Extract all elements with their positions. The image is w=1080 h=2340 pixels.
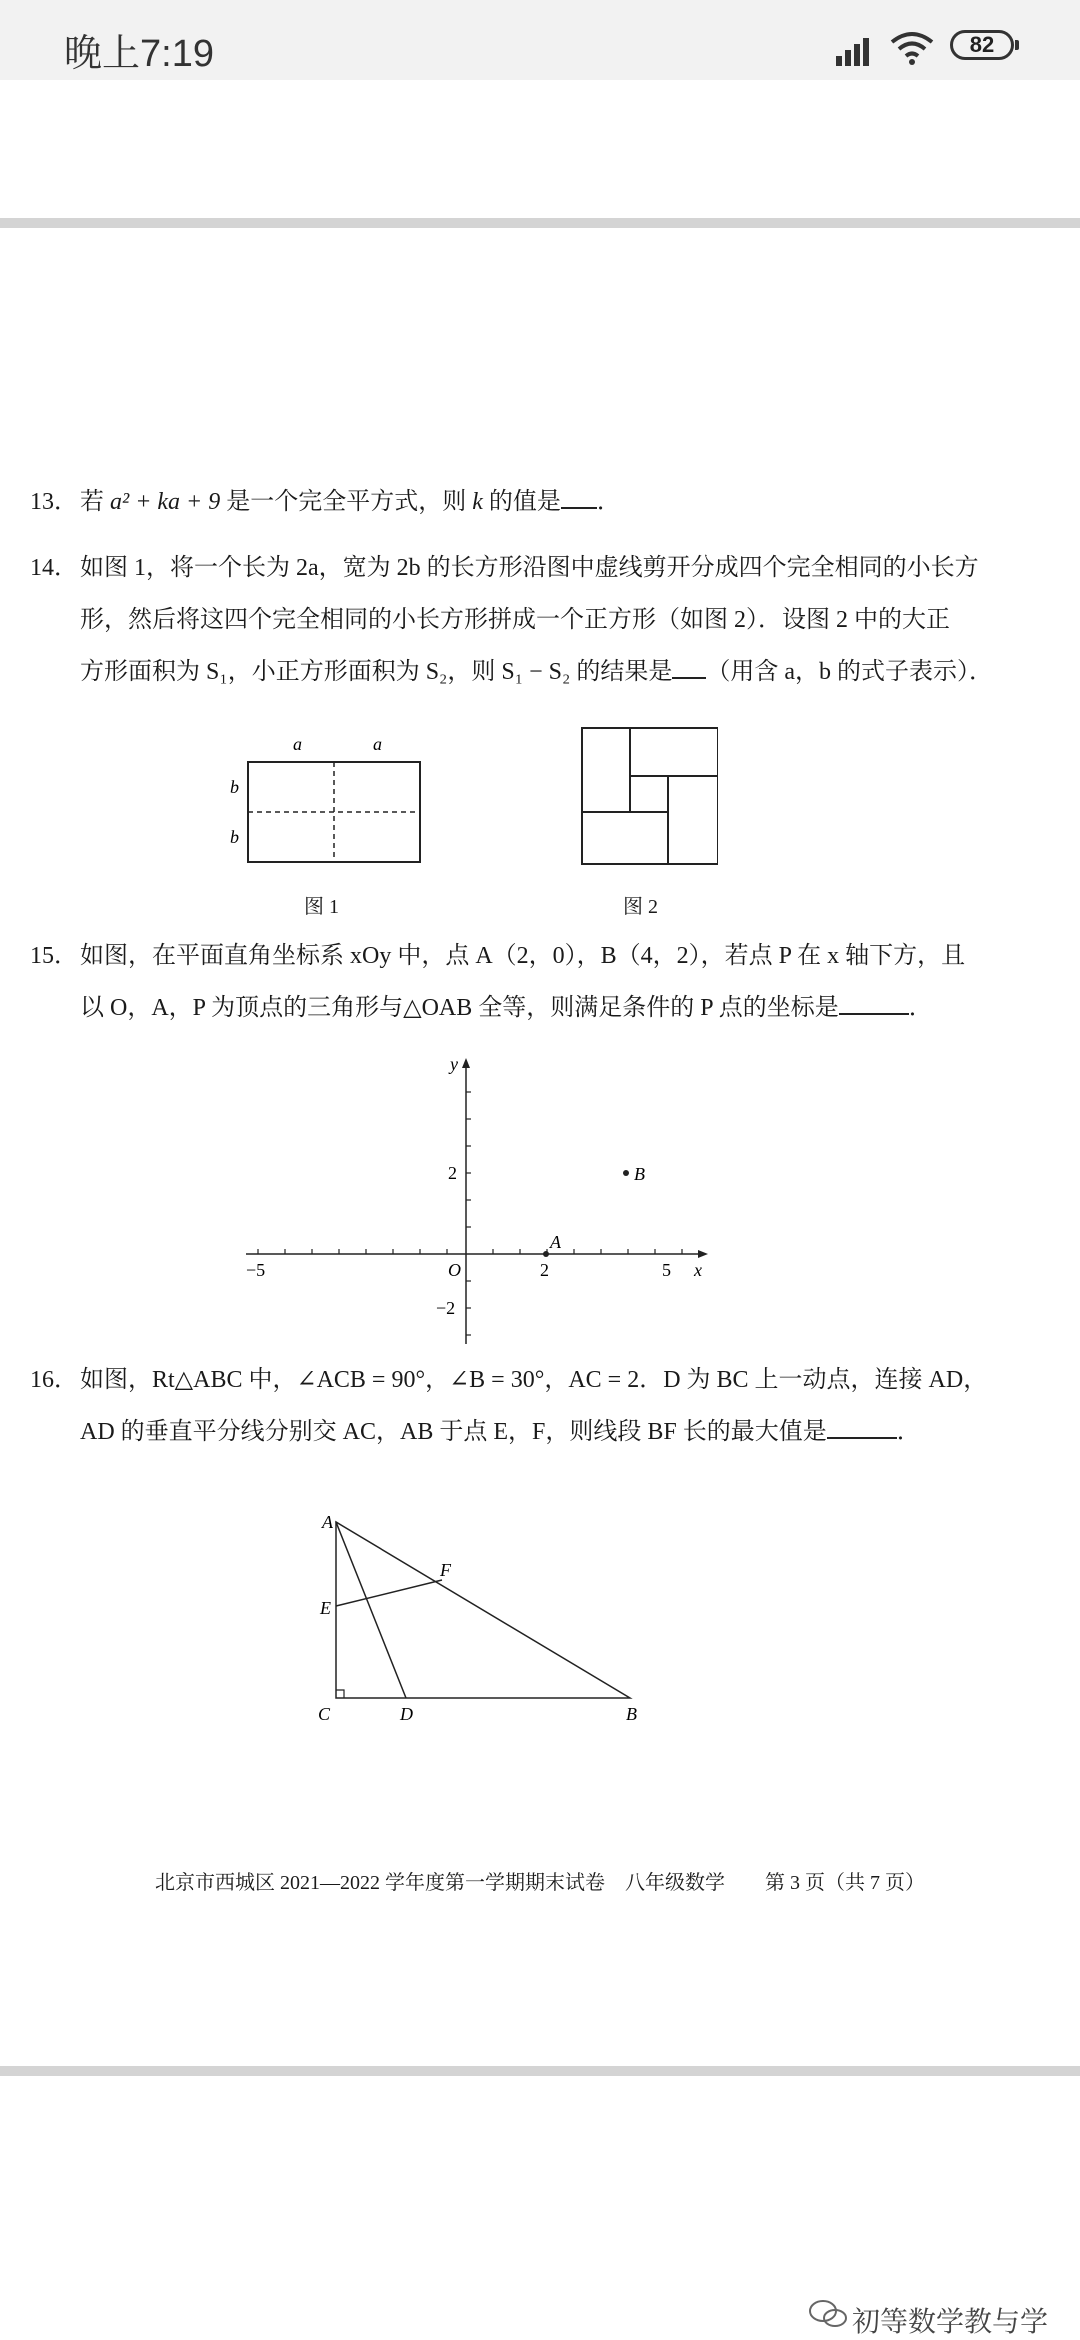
question-16 [30, 1354, 1030, 1458]
q16-triangle-figure [310, 1510, 650, 1750]
question-13 [30, 476, 1030, 528]
origin-label: O [448, 1260, 461, 1280]
q13-text-end: ． [596, 489, 621, 515]
x-tick-2: 2 [540, 1260, 549, 1280]
q14-line3a: 方形面积为 S₁，小正方形面积为 S₂，则 S₁ − S₂ 的结果是 [80, 659, 673, 685]
point-a-label: A [550, 1232, 561, 1252]
fig2-outer-square [582, 728, 718, 864]
fig1-label-b-top: b [230, 777, 239, 797]
page-footer: 北京市西城区 2021—2022 学年度第一学期期末试卷 八年级数学 第 3 页（共 7 页） [155, 1872, 925, 1894]
y-axis-label: y [450, 1054, 458, 1074]
triangle-abc [336, 1522, 630, 1698]
q15-coordinate-graph [236, 1050, 716, 1350]
fig1-caption: 图 1 [304, 896, 339, 918]
answer-blank [561, 487, 597, 509]
q15-line1: 如图，在平面直角坐标系 xOy 中，点 A（2，0），B（4，2），若点 P 在 x 轴下方，且 [80, 943, 966, 969]
q14-figure-1 [220, 730, 430, 870]
q14-figure-2 [578, 724, 718, 866]
q16-line2a: AD 的垂直平分线分别交 AC，AB 于点 E，F，则线段 BF 长的最大值是 [80, 1419, 827, 1445]
vertex-a-label: A [322, 1512, 333, 1532]
q13-variable: k [472, 489, 483, 515]
q13-text-mid: 是一个完全平方式，则 [220, 489, 473, 515]
fig2-caption: 图 2 [623, 896, 658, 918]
point-f-label: F [440, 1560, 451, 1580]
question-14 [30, 542, 1030, 698]
answer-blank [672, 657, 706, 679]
signal-icon [836, 32, 876, 66]
x-tick-5: 5 [662, 1260, 671, 1280]
status-time: 晚上7:19 [64, 33, 214, 75]
watermark-text: 初等数学教与学 [852, 2306, 1049, 2337]
top-blank-area [0, 80, 1080, 220]
point-e-label: E [320, 1598, 331, 1618]
q13-text-pre: 若 [80, 489, 110, 515]
question-number: 13． [30, 489, 78, 515]
q14-line2: 形，然后将这四个完全相同的小长方形拼成一个正方形（如图 2）．设图 2 中的大正 [80, 607, 950, 633]
point-b-marker [623, 1170, 629, 1176]
point-b-label: B [634, 1164, 645, 1184]
segment-ad [336, 1522, 406, 1698]
answer-blank [839, 993, 909, 1015]
question-number: 16． [30, 1367, 78, 1393]
q16-line1: 如图，Rt△ABC 中，∠ACB = 90°，∠B = 30°，AC = 2．D 为 BC 上一动点，连接 AD， [80, 1367, 988, 1393]
right-angle-mark [336, 1690, 344, 1698]
point-d-label: D [400, 1704, 413, 1724]
q15-line2b: ． [908, 995, 933, 1021]
question-15 [30, 930, 1030, 1034]
x-axis-label: x [694, 1260, 702, 1280]
q14-line1: 如图 1，将一个长为 2a，宽为 2b 的长方形沿图中虚线剪开分成四个完全相同的小长方 [80, 555, 979, 581]
vertex-b-label: B [626, 1704, 637, 1724]
answer-blank [827, 1417, 897, 1439]
question-number: 14． [30, 555, 78, 581]
q15-line2a: 以 O，A，P 为顶点的三角形与△OAB 全等，则满足条件的 P 点的坐标是 [80, 995, 839, 1021]
fig1-label-a-left: a [293, 734, 302, 754]
q16-line2b: ． [896, 1419, 921, 1445]
watermark [810, 2300, 1048, 2340]
status-bar [0, 0, 1080, 80]
question-number: 15． [30, 943, 78, 969]
y-tick-2: 2 [448, 1163, 457, 1183]
page-divider-top [0, 218, 1080, 228]
fig1-label-a-right: a [373, 734, 382, 754]
q13-expression: a² + ka + 9 [110, 489, 221, 515]
x-tick-neg5: −5 [246, 1260, 266, 1280]
exam-page [0, 230, 1080, 2070]
fig1-label-b-bottom: b [230, 827, 239, 847]
q14-line3b: （用含 a，b 的式子表示）． [706, 659, 994, 685]
wifi-icon [890, 30, 934, 66]
q13-text-post: 的值是 [482, 489, 561, 515]
vertex-c-label: C [318, 1704, 331, 1724]
perpendicular-bisector-ef [336, 1580, 442, 1606]
fig2-inner-square [630, 776, 668, 812]
point-a-marker [543, 1251, 549, 1257]
battery-indicator: 82 [950, 30, 1014, 60]
page-divider-bottom [0, 2066, 1080, 2076]
y-tick-neg2: −2 [436, 1298, 456, 1318]
